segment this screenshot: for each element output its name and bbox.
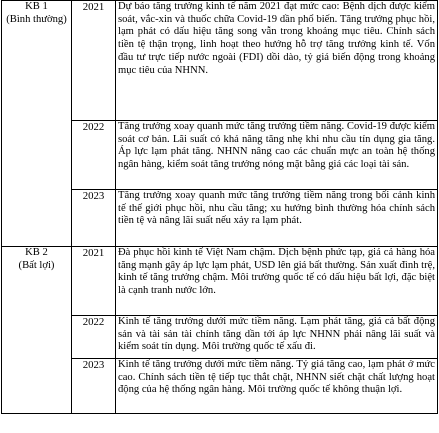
description-cell: Dự báo tăng trưởng kinh tế năm 2021 đạt mức cao: Bệnh dịch được kiểm soát, vắc-xin và thuốc chữa Covid-19 dần phổ biến. Tăng trưởng phục hồi, lạm phát có dấu hiệu tăng song vẫn trong khoảng mục tiêu. Chính sách tiền tệ thận trọng, linh hoạt theo hướng hỗ trợ tăng trưởng kinh tế. Vốn đầu tư trực tiếp nước ngoài (FDI) dồi dào, tỷ giá biến động trong khoảng mục tiêu của NHNN. <box>116 1 438 121</box>
scenario-subtitle: (Bình thường) <box>6 13 67 25</box>
year-cell: 2023 <box>72 359 116 414</box>
description-cell: Tăng trưởng xoay quanh mức tăng trưởng tiềm năng trong bối cảnh kinh tế thế giới phục hồi, nhu cầu tăng; xu hướng bình thường hóa chính sách tiền tệ và nâng lãi suất nếu xảy ra lạm phát. <box>116 190 438 247</box>
description-cell: Kinh tế tăng trưởng dưới mức tiềm năng. Tỷ giá tăng cao, lạm phát ở mức cao. Chính sách tiền tệ tiếp tục thắt chặt, NHNN siết chặt chất lượng hoạt động của hệ thống ngân hàng. Môi trường quốc tế không thuận lợi. <box>116 359 438 414</box>
description-cell: Kinh tế tăng trưởng dưới mức tiềm năng. Lạm phát tăng, giá cả bất động sản và tài sản tài chính tăng dần tới áp lực NHNN phải nâng lãi suất và kiểm soát tín dụng. Môi trường quốc tế xấu đi. <box>116 316 438 359</box>
scenario-cell-kb2 <box>2 247 72 414</box>
year-cell: 2021 <box>72 247 116 316</box>
description-cell: Tăng trưởng xoay quanh mức tăng trưởng tiềm năng. Covid-19 được kiểm soát cơ bản. Lãi suất có khả năng tăng nhẹ khi nhu cầu tín dụng gia tăng. Áp lực lạm phát tăng. NHNN nâng cao các chuẩn mực an toàn hệ thống ngân hàng, kiểm soát tăng trưởng nóng mặt bằng giá các loại tài sản. <box>116 121 438 190</box>
year-cell: 2022 <box>72 316 116 359</box>
scenario-name: KB 2 <box>25 247 48 258</box>
scenario-cell-kb1 <box>2 1 72 247</box>
year-cell: 2023 <box>72 190 116 247</box>
year-cell: 2022 <box>72 121 116 190</box>
table-row <box>2 1 438 121</box>
description-cell: Đà phục hồi kinh tế Việt Nam chậm. Dịch bệnh phức tạp, giá cả hàng hóa tăng mạnh gây áp lực lạm phát, USD lên giá bất thường. Sản xuất đình trệ, kinh tế tăng trưởng chậm. Môi trường quốc tế có dấu hiệu bất lợi, đặc biệt là cạnh tranh nước lớn. <box>116 247 438 316</box>
scenario-name: KB 1 <box>25 1 48 12</box>
scenario-subtitle: (Bất lợi) <box>18 259 55 271</box>
year-cell: 2021 <box>72 1 116 121</box>
table-row <box>2 247 438 316</box>
scenario-table <box>1 0 438 414</box>
